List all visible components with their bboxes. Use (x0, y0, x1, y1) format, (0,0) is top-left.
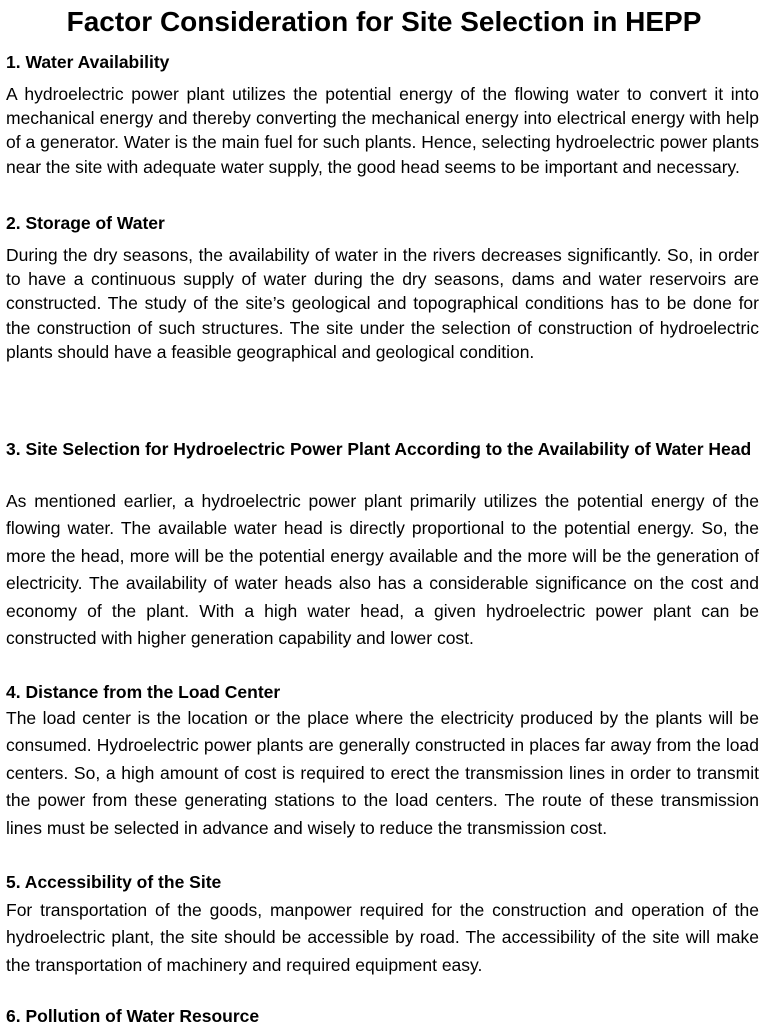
section-heading-water-availability: 1. Water Availability (6, 52, 170, 72)
section-body-storage-of-water: During the dry seasons, the availability of water in the rivers decreases significantly. So, in order to have a continuous supply of water during the dry seasons, dams and water reservoirs are constructed. The study of the site’s geological and topographical conditions has to be done for the construction of such structures. The site under the selection of construction of hydroelectric plants should have a feasible geographical and geological condition. (6, 245, 759, 362)
section-body-water-head: As mentioned earlier, a hydroelectric power plant primarily utilizes the potential energy of the flowing water. The available water head is directly proportional to the potential energy. So, the more the head, more will be the potential energy available and the more will be the generation of electricity. The availability of water heads also has a considerable significance on the cost and economy of the plant. With a high water head, a given hydroelectric power plant can be constructed with higher generation capability and lower cost. (6, 491, 759, 649)
section-heading-pollution: 6. Pollution of Water Resource (6, 1006, 260, 1024)
section-heading-storage-of-water: 2. Storage of Water (6, 213, 165, 233)
section-heading-accessibility: 5. Accessibility of the Site (6, 872, 222, 892)
page-title: Factor Consideration for Site Selection in HEPP (66, 6, 702, 37)
section-body-accessibility: For transportation of the goods, manpower required for the construction and operation of the hydroelectric plant, the site should be accessible by road. The accessibility of the site will make the transportation of machinery and required equipment easy. (6, 900, 759, 975)
section-body-water-availability: A hydroelectric power plant utilizes the potential energy of the flowing water to convert it into mechanical energy and thereby converting the mechanical energy into electrical energy with help of a generator. Water is the main fuel for such plants. Hence, selecting hydroelectric power plants near the site with adequate water supply, the good head seems to be important and necessary. (6, 84, 759, 177)
section-body-load-center: The load center is the location or the place where the electricity produced by the plants will be consumed. Hydroelectric power plants are generally constructed in places far away from the load centers. So, a high amount of cost is required to erect the transmission lines in order to transmit the power from these generating stations to the load centers. The route of these transmission lines must be selected in advance and wisely to reduce the transmission cost. (6, 708, 759, 838)
section-heading-load-center: 4. Distance from the Load Center (6, 682, 281, 702)
section-heading-water-head: 3. Site Selection for Hydroelectric Power Plant According to the Availability of Water Head (6, 439, 752, 459)
